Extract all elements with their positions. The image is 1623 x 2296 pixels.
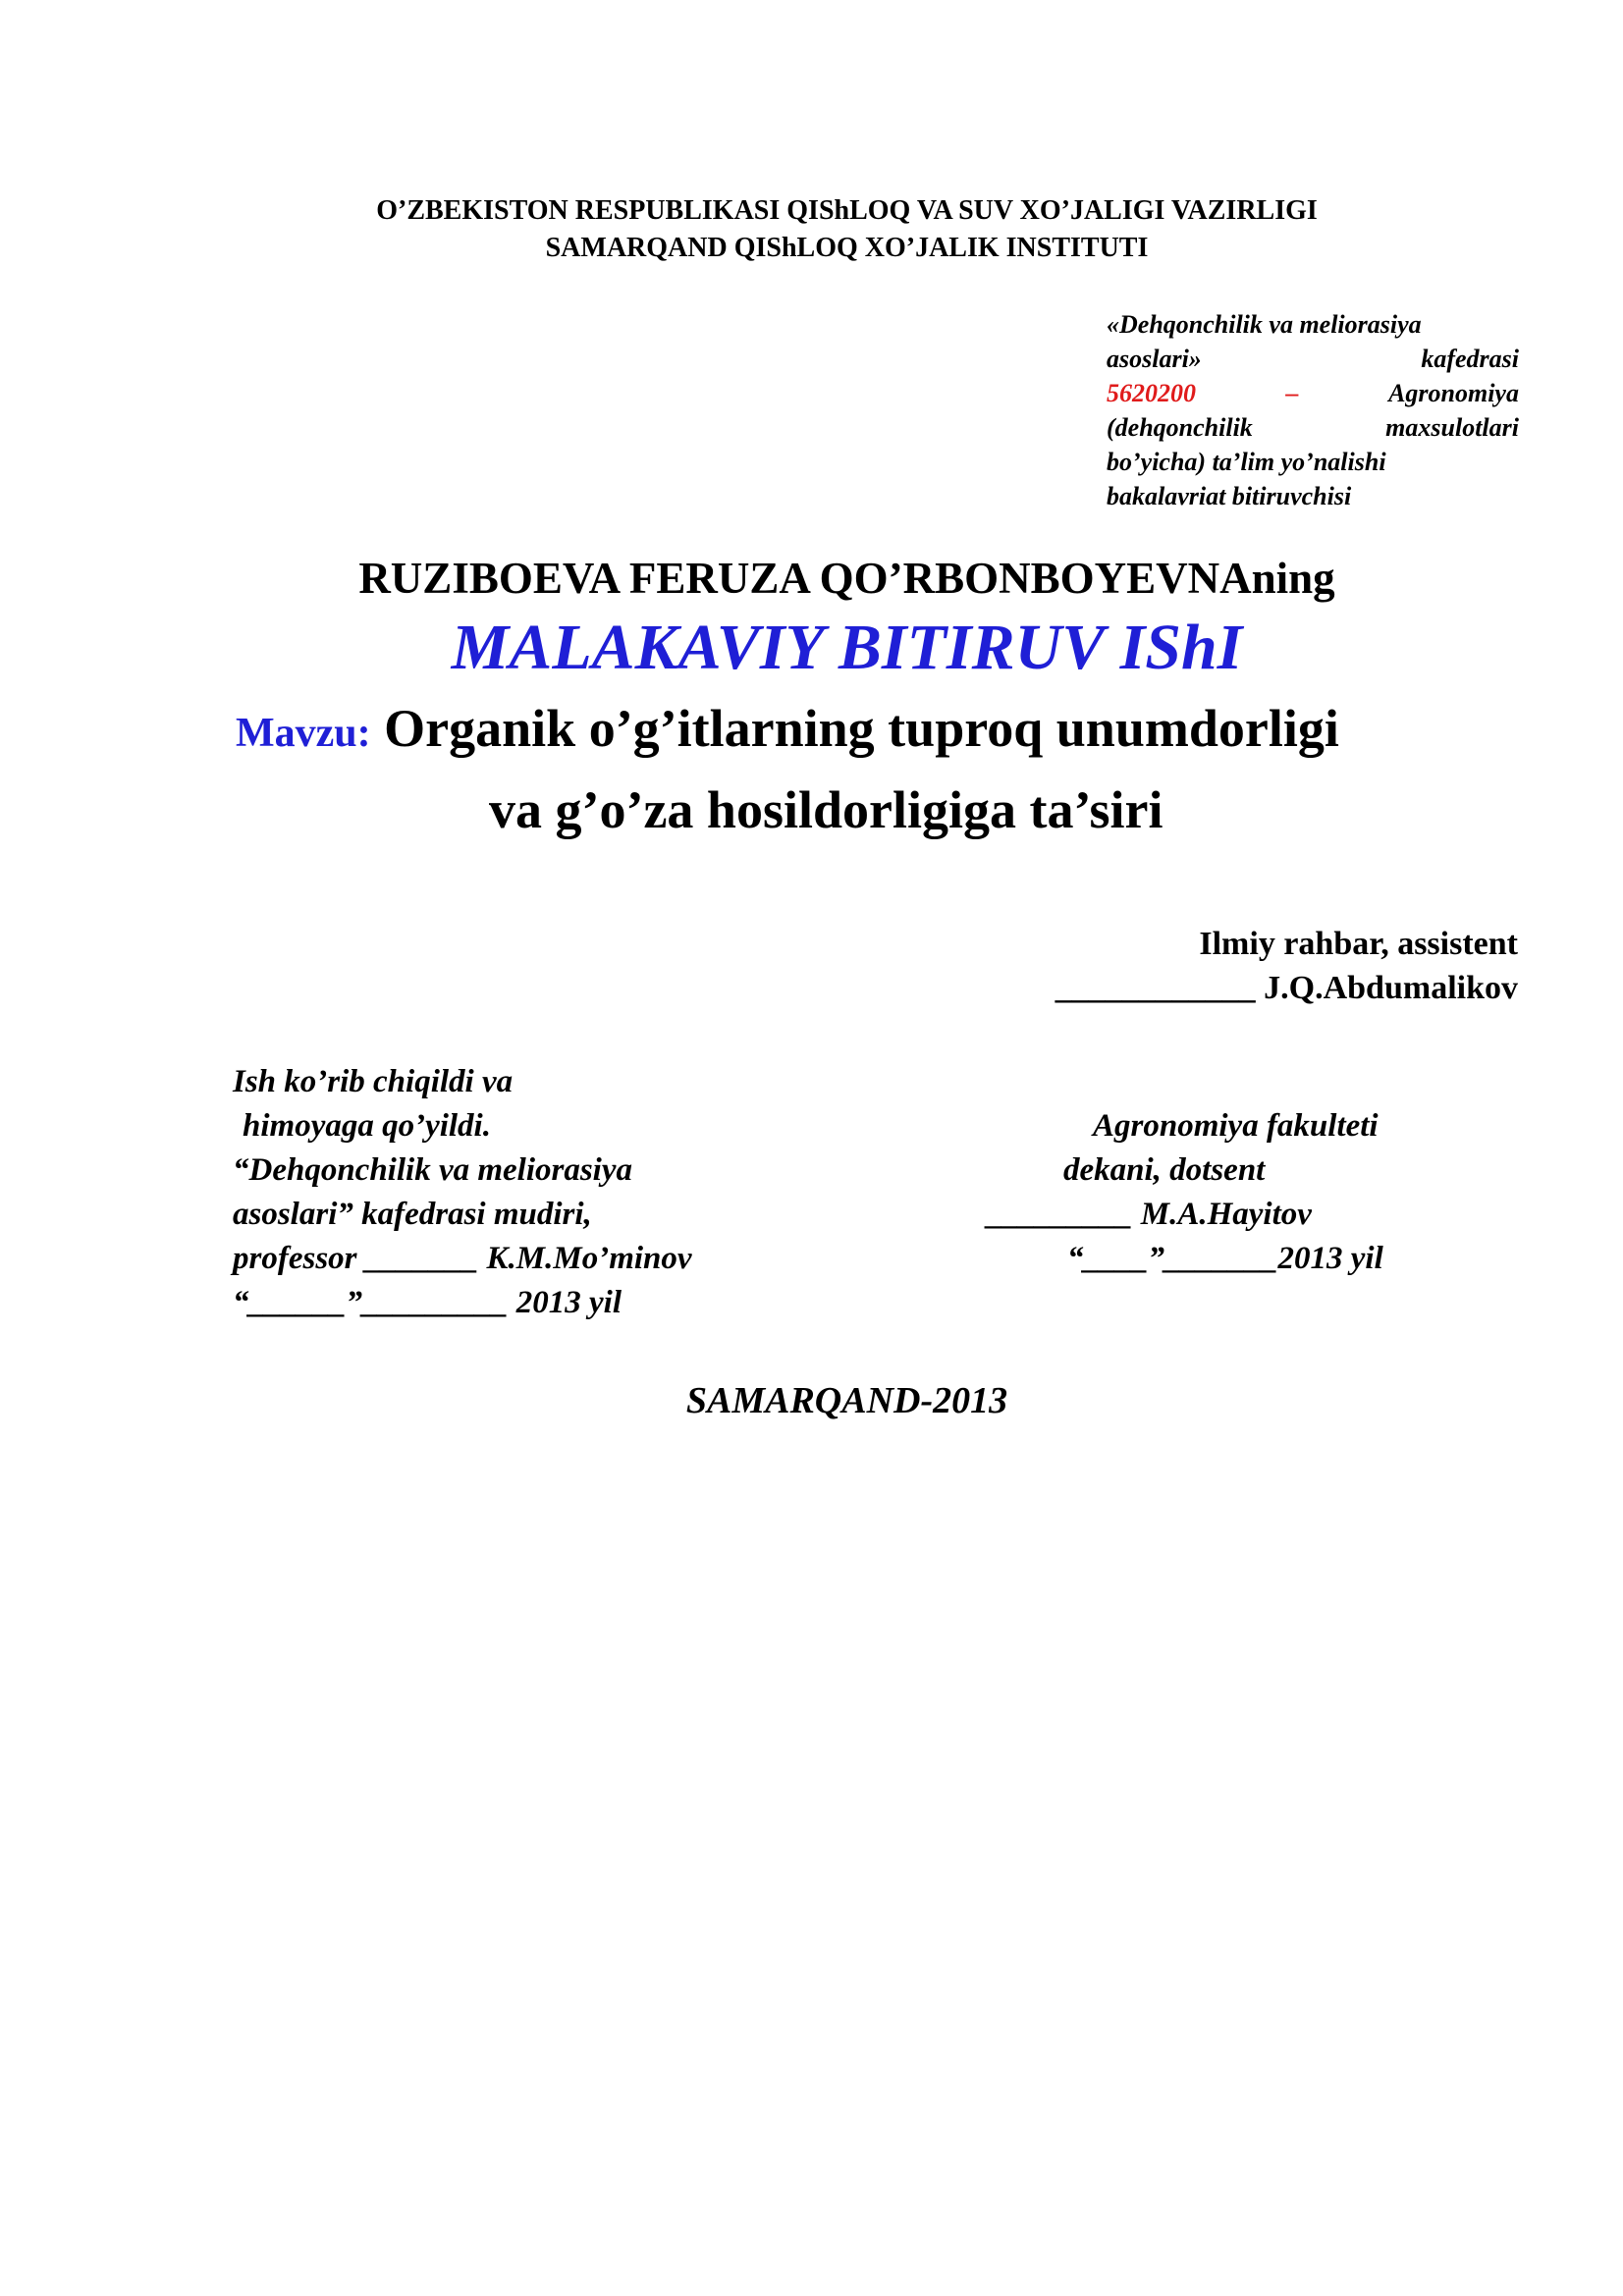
- topic-line-2: va g’o’za hosildorligiga ta’siri: [489, 780, 1163, 839]
- department-text: bakalavriat bitiruvchisi: [1107, 482, 1352, 510]
- ministry-heading: [0, 192, 1623, 230]
- approval-block: [233, 1060, 692, 1325]
- ministry-name: O’ZBEKISTON RESPUBLIKASI QIShLOQ VA SUV XO’JALIGI VAZIRLIGI: [376, 195, 1318, 226]
- approval-line-5: professor _______ K.M.Mo’minov: [233, 1241, 692, 1276]
- department-block: [1107, 307, 1519, 513]
- dean-line-2: dekani, dotsent: [1063, 1152, 1266, 1188]
- department-line-3: [1107, 376, 1519, 410]
- department-text: Agronomiya: [1388, 379, 1519, 407]
- approval-line-1: Ish ko’rib chiqildi va: [233, 1064, 514, 1099]
- approval-line-2: himoyaga qo’yildi.: [243, 1108, 491, 1144]
- specialty-code: 5620200: [1107, 379, 1196, 407]
- department-text: (dehqonchilik: [1107, 413, 1253, 442]
- department-line-2: [1107, 342, 1519, 376]
- specialty-dash: –: [1285, 379, 1299, 407]
- department-line-5: [1107, 445, 1519, 479]
- department-text: asoslari»: [1107, 345, 1202, 373]
- supervisor-block: [1055, 922, 1518, 1010]
- dean-line-3: _________ M.A.Hayitov: [987, 1197, 1312, 1232]
- topic-line-1: Organik o’g’itlarning tuproq unumdorligi: [370, 699, 1339, 758]
- department-line-4: [1107, 410, 1519, 445]
- dean-line-1: Agronomiya fakulteti: [1093, 1108, 1379, 1144]
- supervisor-title: Ilmiy rahbar, assistent: [1199, 926, 1518, 962]
- approval-line-3: “Dehqonchilik va meliorasiya: [233, 1152, 632, 1188]
- institute-name: SAMARQAND QIShLOQ XO’JALIK INSTITUTI: [545, 233, 1149, 263]
- dean-block: [987, 1104, 1383, 1281]
- department-line-6: [1107, 479, 1519, 513]
- approval-line-6: “______”_________ 2013 yil: [233, 1285, 622, 1320]
- department-text: bo’yicha) ta’lim yo’nalishi: [1107, 448, 1386, 476]
- topic-colon: :: [356, 711, 371, 756]
- approval-line-4: asoslari” kafedrasi mudiri,: [233, 1197, 592, 1232]
- supervisor-signature: ____________ J.Q.Abdumalikov: [1055, 970, 1518, 1006]
- author-name: RUZIBOEVA FERUZA QO’RBONBOYEVNAning: [358, 554, 1335, 603]
- department-line-1: [1107, 307, 1519, 342]
- department-text: «Dehqonchilik va meliorasiya: [1107, 310, 1422, 339]
- department-text: maxsulotlari: [1385, 413, 1519, 442]
- city-year: SAMARQAND-2013: [685, 1380, 1008, 1421]
- dean-line-4: “____”_______2013 yil: [1067, 1241, 1383, 1276]
- topic-label: Mavzu: [236, 711, 357, 756]
- work-title: MALAKAVIY BITIRUV IShI: [451, 612, 1243, 683]
- department-text: kafedrasi: [1421, 345, 1519, 373]
- topic-block: [236, 690, 1542, 848]
- institute-heading: [0, 230, 1623, 267]
